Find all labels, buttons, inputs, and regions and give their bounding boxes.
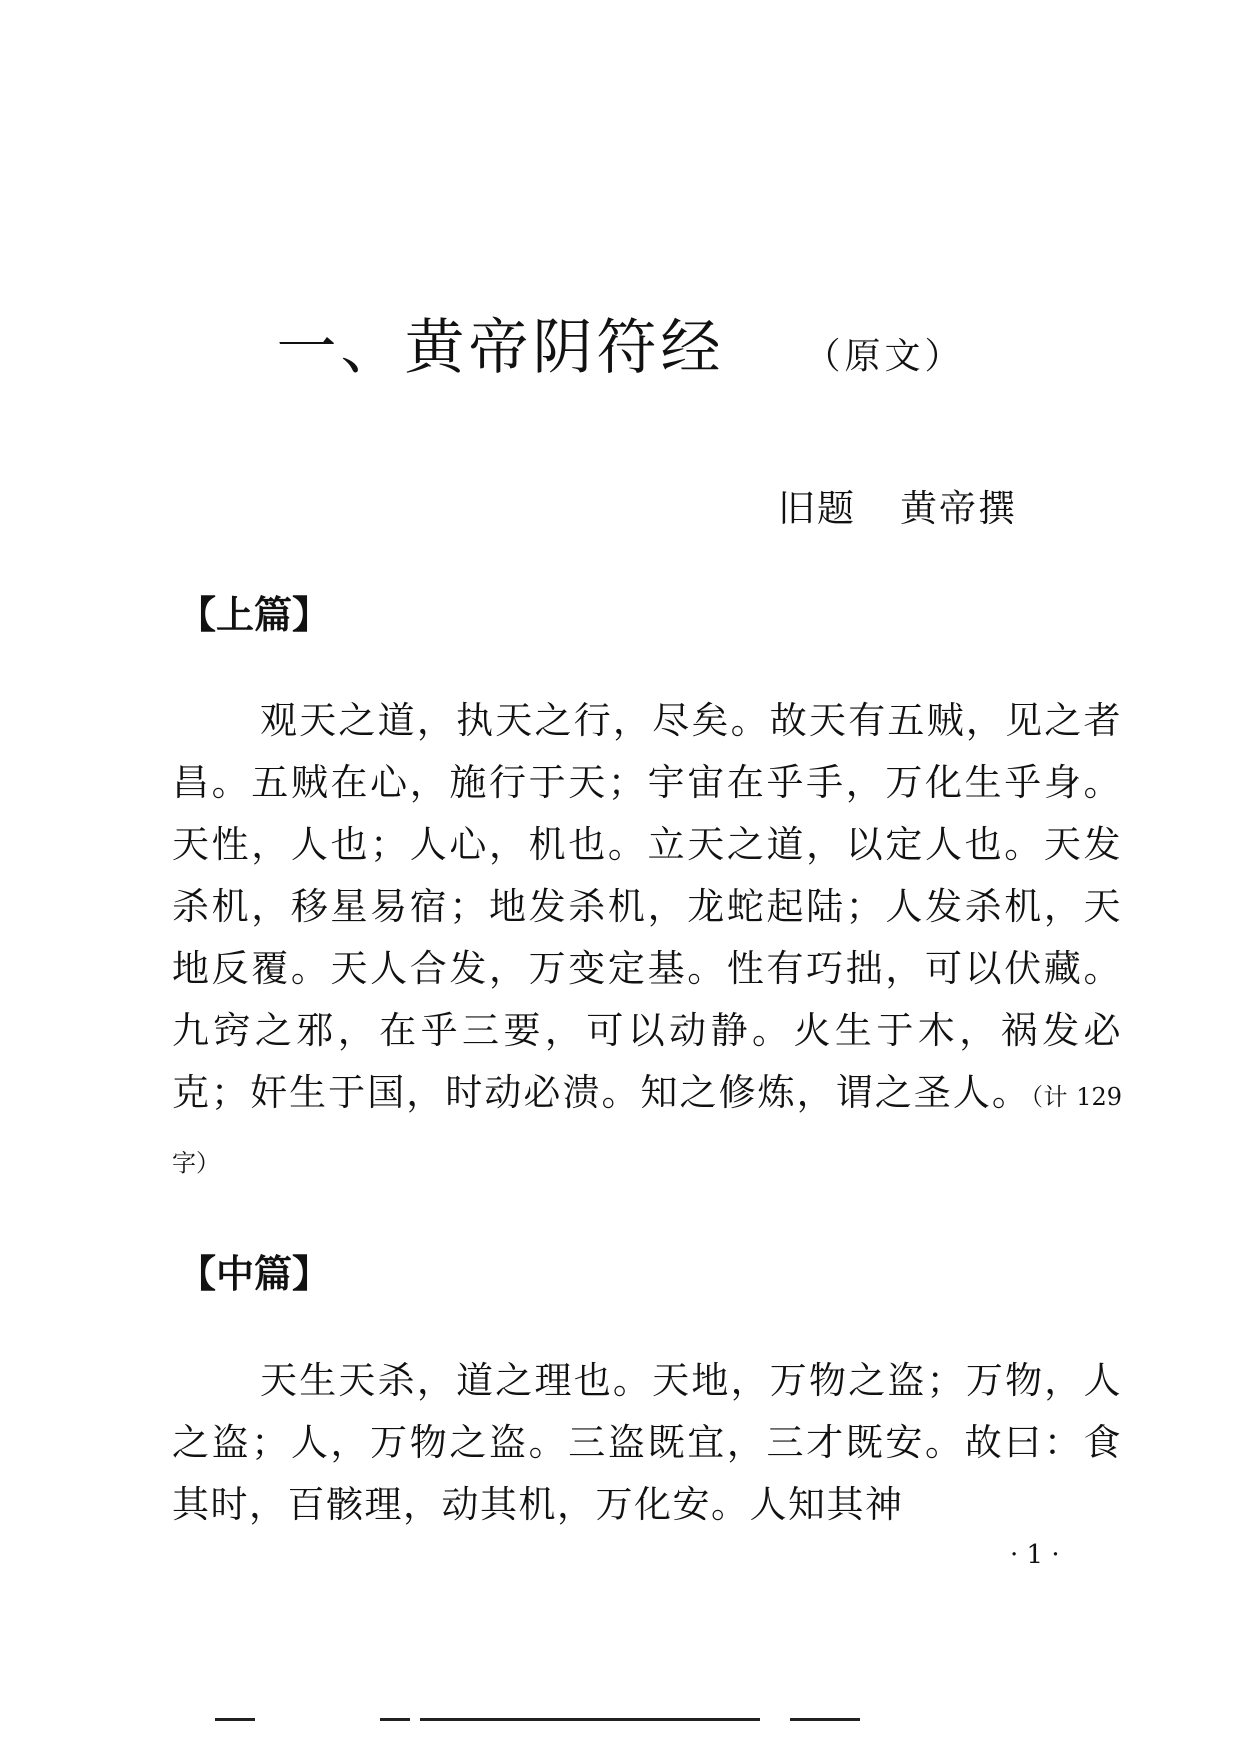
author-name: 黄帝撰 <box>900 487 1017 530</box>
section-heading-upper: 【上篇】 <box>178 593 331 637</box>
chapter-title <box>0 300 1241 386</box>
section-body-upper: 观天之道，执天之行，尽矣。故天有五贼，见之者昌。五贼在心，施行于天；宇宙在乎手，万化生乎身。天性，人也；人心，机也。立天之道，以定人也。天发杀机，移星易宿；地发杀机，龙蛇起陆；人发杀机，天地反覆。天人合发，万变定基。性有巧拙，可以伏藏。九窍之邪，在乎三要，可以动静。火生于木，祸发必克；奸生于国，时动必溃。知之修炼，谓之圣人。 <box>172 699 1122 1114</box>
character-count-note: （计 129 字） <box>172 1083 1123 1177</box>
scan-artifact-line <box>790 1718 860 1721</box>
scan-artifact-line <box>380 1718 410 1721</box>
chapter-title-main: 一、黄帝阴符经 <box>276 313 725 383</box>
scan-artifact-line <box>420 1718 760 1721</box>
page-number: · 1 · <box>1010 1540 1060 1570</box>
chapter-title-sub: （原文） <box>804 336 965 377</box>
section-text-middle <box>172 1350 1122 1536</box>
scan-artifact-line <box>215 1718 255 1721</box>
author-label: 旧题 <box>778 487 856 530</box>
section-text-upper <box>172 690 1122 1194</box>
section-heading-middle: 【中篇】 <box>178 1252 331 1296</box>
author-line <box>778 478 1017 532</box>
section-body-middle: 天生天杀，道之理也。天地，万物之盗；万物，人之盗；人，万物之盗。三盗既宜，三才既安。故曰：食其时，百骸理，动其机，万化安。人知其神 <box>172 1359 1122 1526</box>
